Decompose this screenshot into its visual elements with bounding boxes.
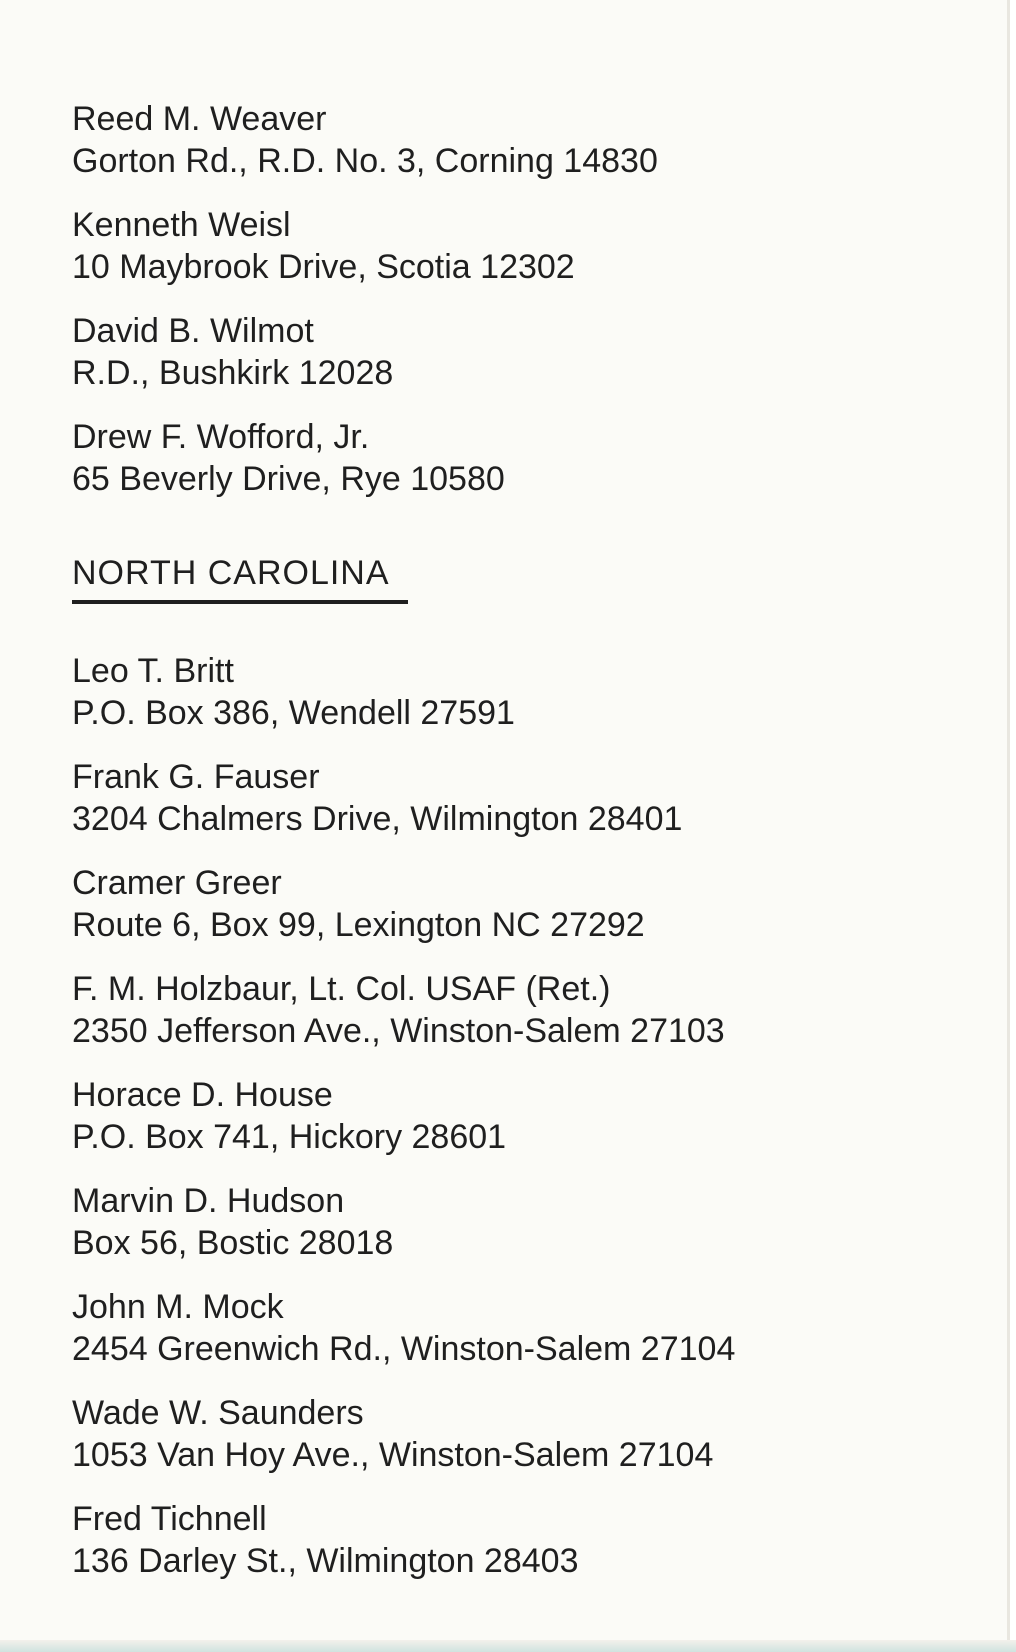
entry-address: 65 Beverly Drive, Rye 10580 — [72, 460, 505, 498]
directory-entry — [72, 862, 972, 946]
directory-entry — [72, 204, 972, 288]
entry-address: Route 6, Box 99, Lexington NC 27292 — [72, 906, 645, 944]
entry-name: Horace D. House — [72, 1076, 333, 1114]
directory-entry — [72, 650, 972, 734]
entry-name: Leo T. Britt — [72, 652, 234, 690]
directory-entry — [72, 756, 972, 840]
directory-entry — [72, 1074, 972, 1158]
directory-listing — [72, 98, 972, 1604]
entry-address: 3204 Chalmers Drive, Wilmington 28401 — [72, 800, 683, 838]
entry-name: Drew F. Wofford, Jr. — [72, 418, 370, 456]
entry-name: David B. Wilmot — [72, 312, 314, 350]
entry-name: Frank G. Fauser — [72, 758, 320, 796]
entry-address: P.O. Box 386, Wendell 27591 — [72, 694, 515, 732]
directory-entry — [72, 98, 972, 182]
entry-address: 2350 Jefferson Ave., Winston-Salem 27103 — [72, 1012, 725, 1050]
directory-entry — [72, 968, 972, 1052]
entry-address: 10 Maybrook Drive, Scotia 12302 — [72, 248, 575, 286]
entry-address: 2454 Greenwich Rd., Winston-Salem 27104 — [72, 1330, 736, 1368]
entry-address: R.D., Bushkirk 12028 — [72, 354, 394, 392]
directory-entry — [72, 1286, 972, 1370]
page-edge — [0, 1640, 1016, 1652]
entry-name: F. M. Holzbaur, Lt. Col. USAF (Ret.) — [72, 970, 611, 1008]
entry-address: Gorton Rd., R.D. No. 3, Corning 14830 — [72, 142, 658, 180]
entry-name: Wade W. Saunders — [72, 1394, 364, 1432]
directory-entry — [72, 1180, 972, 1264]
directory-entry — [72, 416, 972, 500]
directory-entry — [72, 1498, 972, 1582]
entry-address: 136 Darley St., Wilmington 28403 — [72, 1542, 579, 1580]
entry-name: Fred Tichnell — [72, 1500, 267, 1538]
entry-name: Cramer Greer — [72, 864, 282, 902]
entry-name: Reed M. Weaver — [72, 100, 327, 138]
directory-entry — [72, 1392, 972, 1476]
entry-name: Marvin D. Hudson — [72, 1182, 345, 1220]
entry-name: Kenneth Weisl — [72, 206, 291, 244]
entry-name: John M. Mock — [72, 1288, 284, 1326]
section-heading: NORTH CAROLINA — [72, 552, 408, 604]
entry-address: 1053 Van Hoy Ave., Winston-Salem 27104 — [72, 1436, 714, 1474]
directory-entry — [72, 310, 972, 394]
entry-address: P.O. Box 741, Hickory 28601 — [72, 1118, 507, 1156]
entry-address: Box 56, Bostic 28018 — [72, 1224, 394, 1262]
